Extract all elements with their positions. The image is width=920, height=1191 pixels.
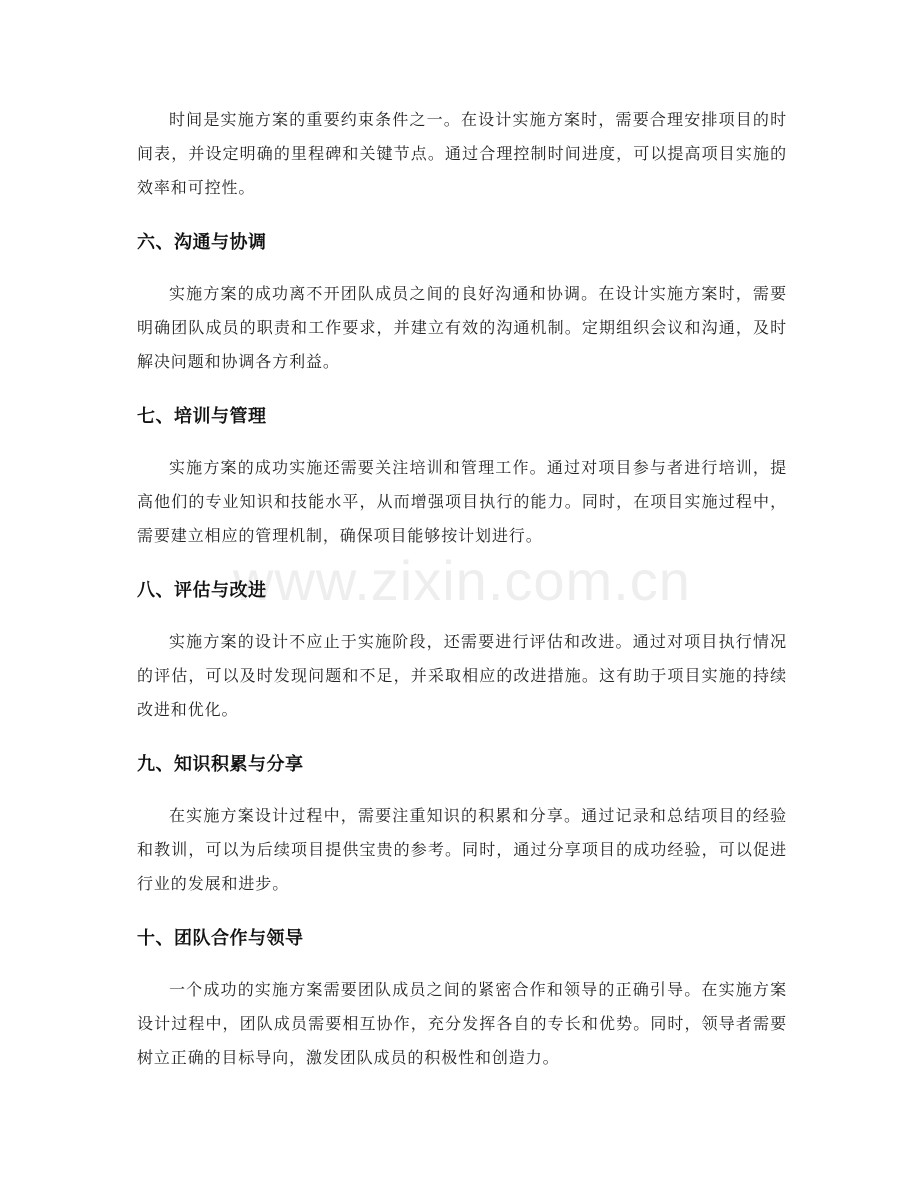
section-body-10: 一个成功的实施方案需要团队成员之间的紧密合作和领导的正确引导。在实施方案设计过程中，团队成员需要相互协作，充分发挥各自的专长和优势。同时，领导者需要树立正确的目标导向，激发团队成员的积极性和创造力。	[137, 980, 787, 1067]
section-body-7: 实施方案的成功实施还需要关注培训和管理工作。通过对项目参与者进行培训，提高他们的专业知识和技能水平，从而增强项目执行的能力。同时，在项目实施过程中，需要建立相应的管理机制，确保项目能够按计划进行。	[137, 458, 787, 545]
watermark-text: www.zixin.com.cn	[233, 549, 691, 612]
intro-paragraph: 时间是实施方案的重要约束条件之一。在设计实施方案时，需要合理安排项目的时间表，并设定明确的里程碑和关键节点。通过合理控制时间进度，可以提高项目实施的效率和可控性。	[137, 110, 787, 197]
document-content	[137, 103, 787, 1075]
section-heading-9: 九、知识积累与分享	[137, 754, 304, 775]
section-body-8: 实施方案的设计不应止于实施阶段，还需要进行评估和改进。通过对项目执行情况的评估，可以及时发现问题和不足，并采取相应的改进措施。这有助于项目实施的持续改进和优化。	[137, 632, 787, 719]
section-heading-6: 六、沟通与协调	[137, 232, 267, 253]
section-body-6: 实施方案的成功离不开团队成员之间的良好沟通和协调。在设计实施方案时，需要明确团队成员的职责和工作要求，并建立有效的沟通机制。定期组织会议和沟通，及时解决问题和协调各方利益。	[137, 284, 787, 371]
section-body-9: 在实施方案设计过程中，需要注重知识的积累和分享。通过记录和总结项目的经验和教训，可以为后续项目提供宝贵的参考。同时，通过分享项目的成功经验，可以促进行业的发展和进步。	[137, 806, 787, 893]
section-heading-8: 八、评估与改进	[137, 580, 267, 601]
section-heading-7: 七、培训与管理	[137, 406, 267, 427]
section-heading-10: 十、团队合作与领导	[137, 928, 304, 949]
